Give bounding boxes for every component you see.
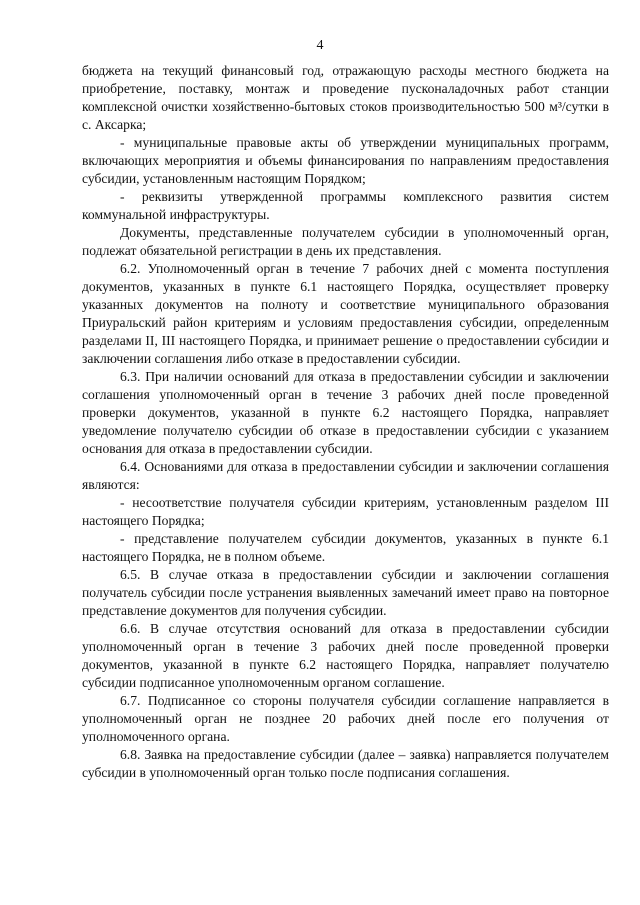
document-body — [82, 62, 609, 782]
paragraph-6-6: 6.6. В случае отсутствия оснований для отказа в предоставлении субсидии уполномоченный орган в течение 3 рабочих дней после проведенной проверки документов, указанной в пункте 6.2 настоящего Порядка, направляет получателю субсидии подписанное уполномоченным органом соглашение. — [82, 621, 609, 690]
paragraph-6-5: 6.5. В случае отказа в предоставлении субсидии и заключении соглашения получатель субсидии после устранения выявленных замечаний имеет право на повторное представление документов для получения субсидии. — [82, 567, 609, 618]
paragraph-registration: Документы, представленные получателем субсидии в уполномоченный орган, подлежат обязательной регистрации в день их представления. — [82, 225, 609, 258]
paragraph-6-8: 6.8. Заявка на предоставление субсидии (далее – заявка) направляется получателем субсидии в уполномоченный орган только после подписания соглашения. — [82, 747, 609, 780]
paragraph-6-4: 6.4. Основаниями для отказа в предоставлении субсидии и заключении соглашения являются: — [82, 459, 609, 492]
paragraph-6-2: 6.2. Уполномоченный орган в течение 7 рабочих дней с момента поступления документов, указанных в пункте 6.1 настоящего Порядка, осуществляет проверку указанных документов на полноту и соответствие муниципального образования Приуральский район критериям и условиям предоставления субсидии, определенным разделами II, III настоящего Порядка, и принимает решение о предоставлении субсидии и заключении соглашения либо отказе в предоставлении субсидии. — [82, 261, 609, 366]
paragraph-6-3: 6.3. При наличии оснований для отказа в предоставлении субсидии и заключении соглашения уполномоченный орган в течение 3 рабочих дней после проведенной проверки документов, указанной в пункте 6.2 настоящего Порядка, направляет уведомление получателю субсидии об отказе в предоставлении субсидии с указанием основания для отказа в предоставлении субсидии. — [82, 369, 609, 456]
list-item-nonconformity: - несоответствие получателя субсидии критериям, установленным разделом III настоящего Порядка; — [82, 495, 609, 528]
paragraph-continuation: бюджета на текущий финансовый год, отражающую расходы местного бюджета на приобретение, поставку, монтаж и проведение пусконаладочных работ станции комплексной очистки хозяйственно-бытовых стоков производительностью 500 м³/сутки в с. Аксарка; — [82, 63, 609, 132]
list-item-program-details: - реквизиты утвержденной программы комплексного развития систем коммунальной инфраструктуры. — [82, 189, 609, 222]
paragraph-6-7: 6.7. Подписанное со стороны получателя субсидии соглашение направляется в уполномоченный орган не позднее 20 рабочих дней после его получения от уполномоченного органа. — [82, 693, 609, 744]
list-item-municipal-acts: - муниципальные правовые акты об утверждении муниципальных программ, включающих мероприятия и объемы финансирования по направлениям предоставления субсидии, установленным настоящим Порядком; — [82, 135, 609, 186]
list-item-incomplete-docs: - представление получателем субсидии документов, указанных в пункте 6.1 настоящего Порядка, не в полном объеме. — [82, 531, 609, 564]
page-number: 4 — [316, 38, 324, 53]
